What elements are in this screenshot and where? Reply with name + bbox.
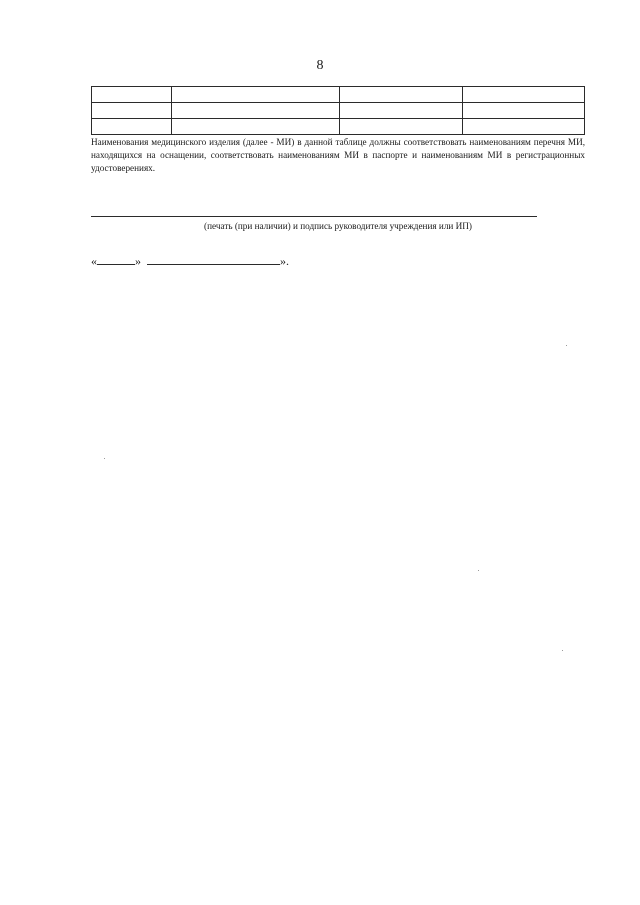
table-row [92,119,585,135]
month-blank [147,254,280,265]
table-cell [172,119,340,135]
page-number: 8 [316,58,324,73]
table-cell [92,103,172,119]
equipment-table [91,86,585,135]
signature-caption: (печать (при наличии) и подпись руководителя учреждения или ИП) [204,221,472,231]
table-cell [340,103,463,119]
table-cell [92,87,172,103]
date-open-quote: « [91,254,97,268]
table-cell [463,87,585,103]
table-row [92,87,585,103]
table-cell [92,119,172,135]
date-end: ». [280,254,289,268]
table-cell [463,103,585,119]
day-blank [97,254,135,265]
table-cell [172,87,340,103]
table-row [92,103,585,119]
table-cell [340,119,463,135]
table-cell [172,103,340,119]
table-cell [463,119,585,135]
table-cell [340,87,463,103]
date-close-quote: » [135,254,141,268]
scan-speck [562,650,563,651]
scan-speck [104,458,105,459]
scan-speck [478,570,479,571]
scan-speck [566,345,567,346]
date-field [91,254,289,269]
naming-requirement-note: Наименования медицинского изделия (далее - МИ) в данной таблице должны соответствовать наименованиям перечня МИ, находящихся на оснащении, соответствовать наименованиям МИ в паспорте и наименованиям МИ в регистрационных удостоверениях. [91,137,585,173]
signature-line [91,216,537,217]
